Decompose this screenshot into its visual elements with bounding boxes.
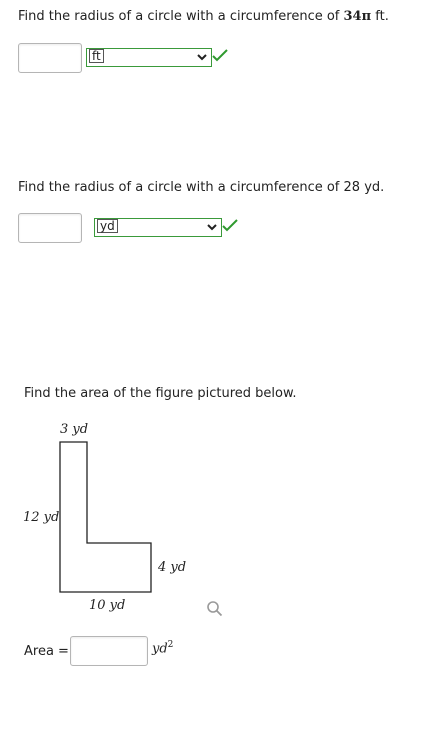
area-label: Area = [24, 644, 69, 659]
area-answer-input[interactable] [70, 636, 148, 666]
question-1-math: 34π [343, 9, 372, 24]
question-2-prompt: Find the radius of a circle with a circumference of 28 yd. [18, 180, 385, 195]
question-1-unit-value: ft [89, 49, 104, 63]
area-unit-exponent: 2 [167, 640, 174, 650]
figure-bottom-label: 10 yd [89, 598, 126, 613]
question-1-text-end: ft. [371, 9, 389, 24]
figure-top-label: 3 yd [60, 422, 89, 437]
area-unit [152, 640, 173, 656]
figure-right-label: 4 yd [158, 560, 187, 575]
area-unit-base: yd [152, 641, 168, 657]
question-2-unit-value: yd [97, 219, 118, 233]
question-1-text: Find the radius of a circle with a circumference of [18, 9, 344, 24]
l-shape-outline [60, 442, 151, 592]
figure-left-label: 12 yd [23, 510, 60, 525]
magnifier-icon[interactable] [206, 600, 224, 618]
question-3-prompt: Find the area of the figure pictured below. [24, 386, 297, 401]
